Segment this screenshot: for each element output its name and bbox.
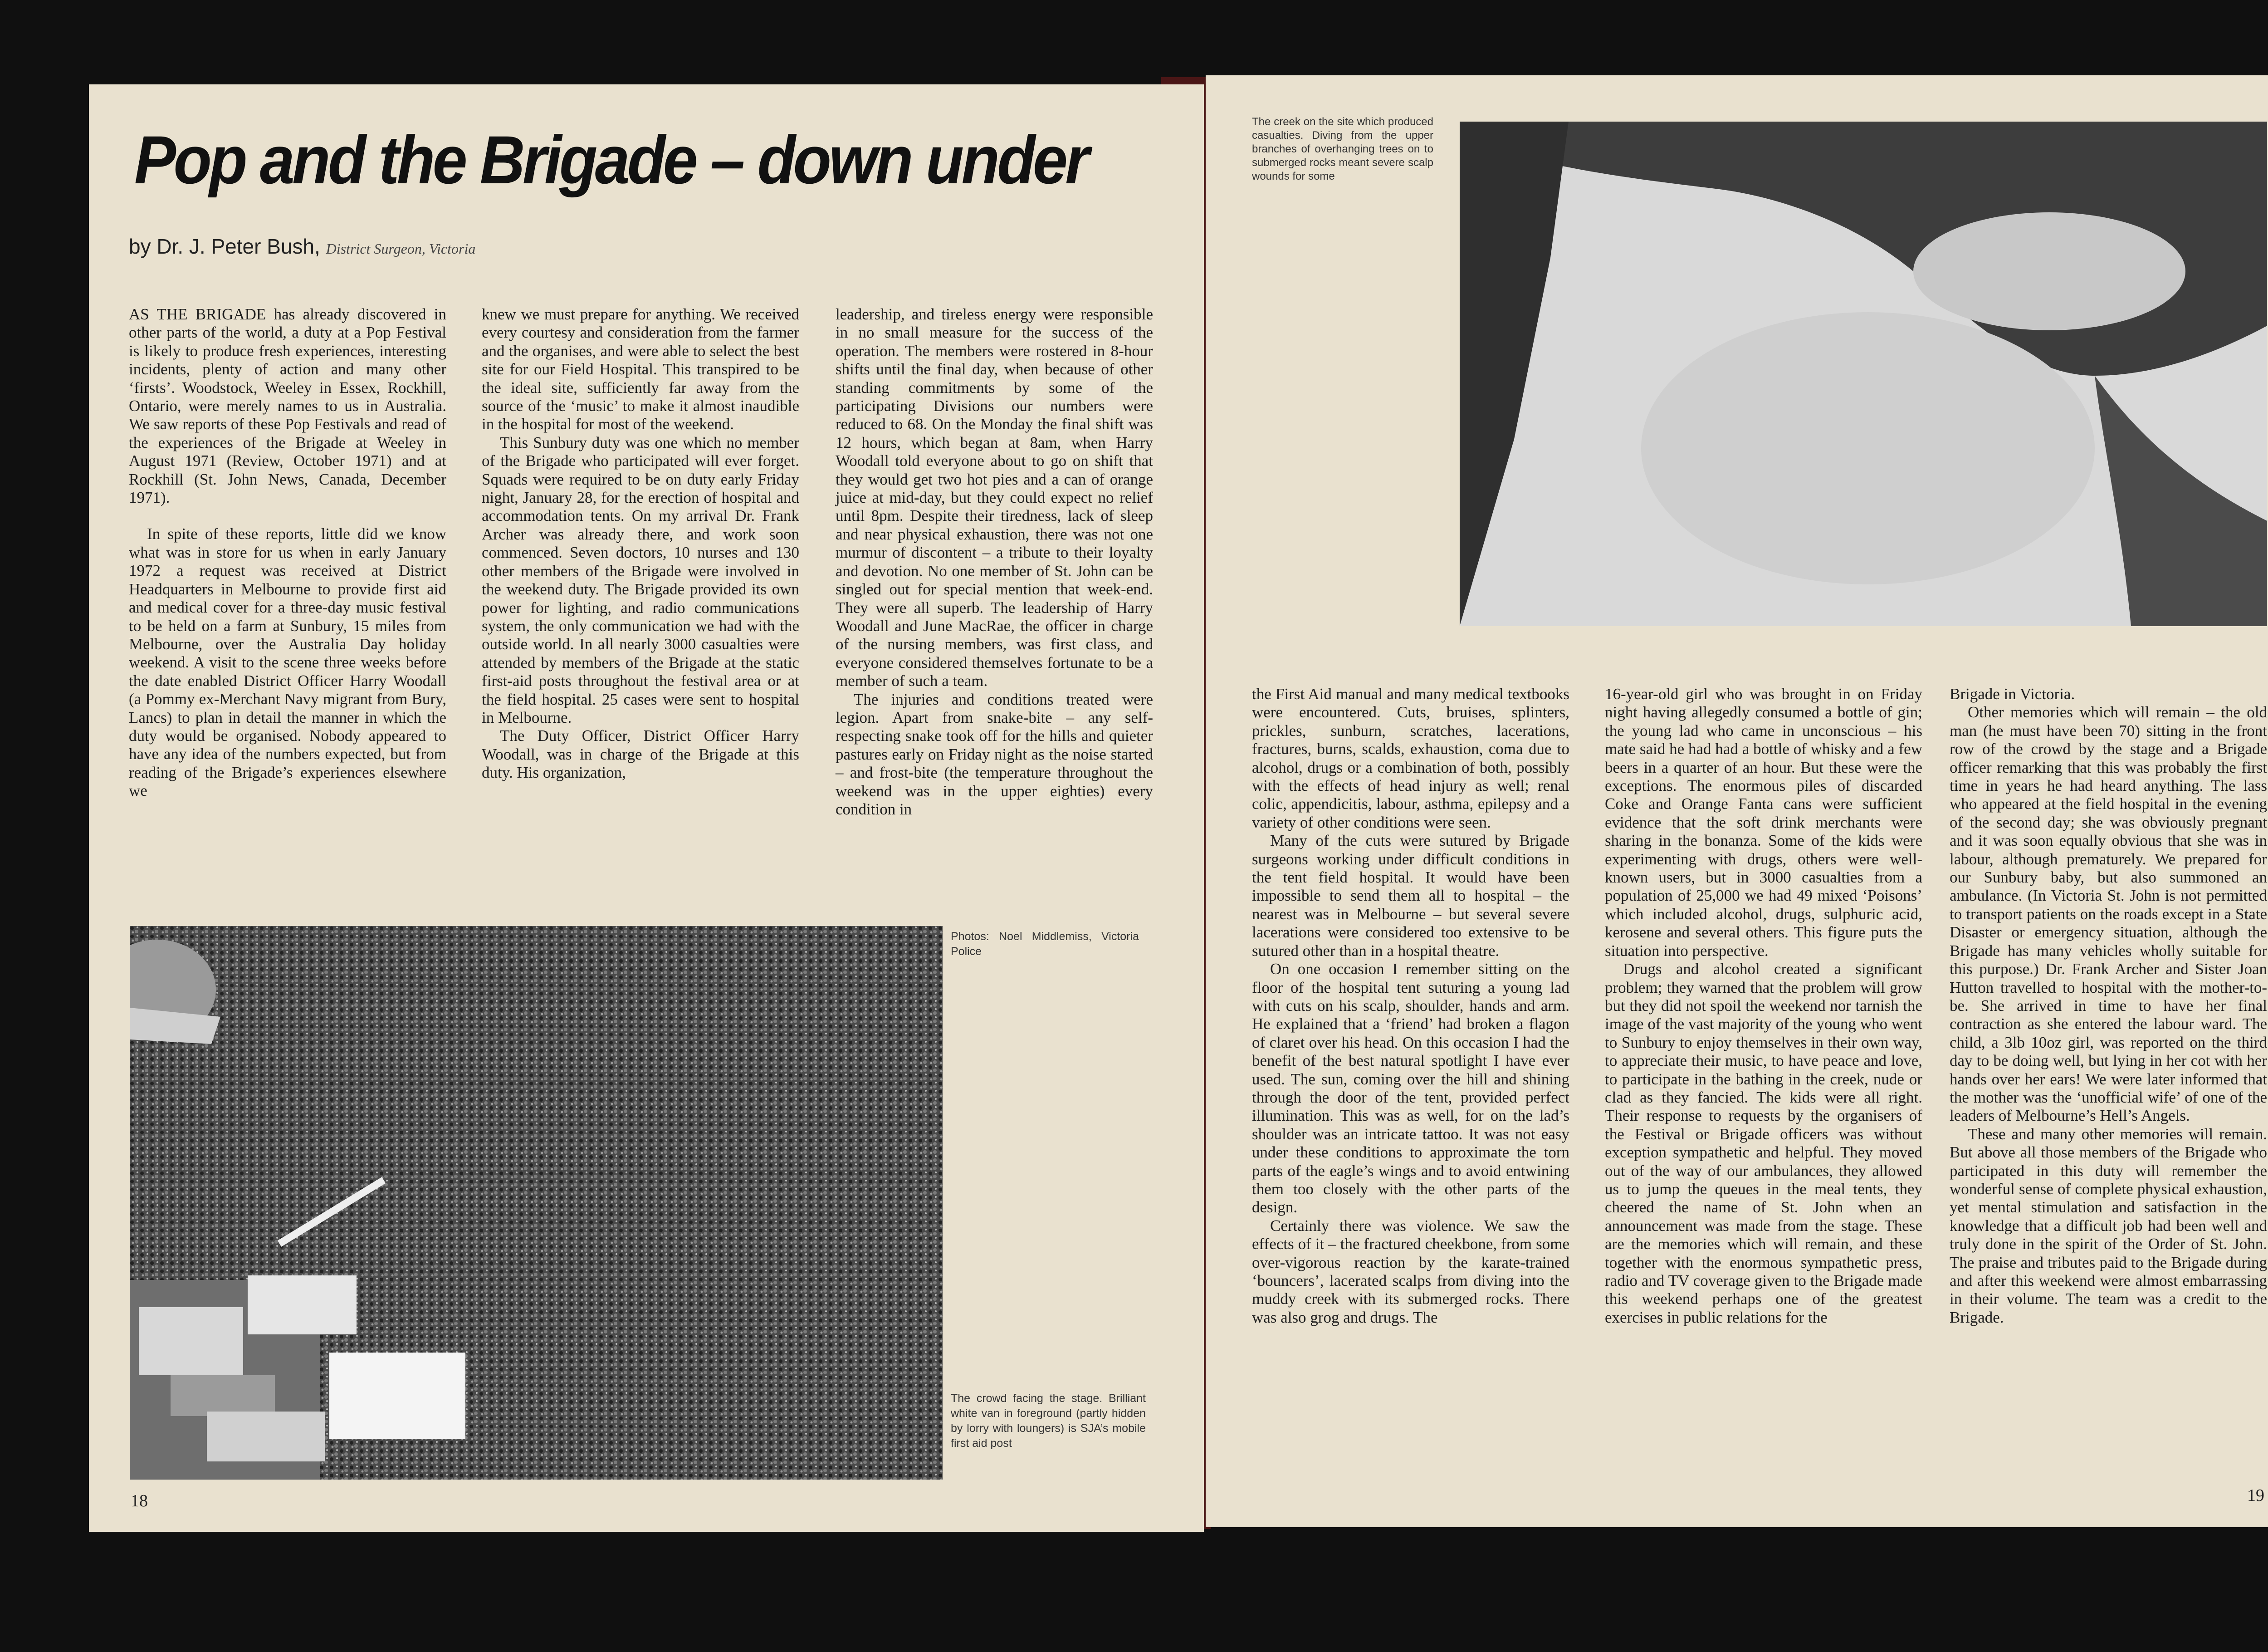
paragraph: Drugs and alcohol created a significant problem; they warned that the problem will grow but they did not spoil the weekend nor tarnish the image of the vast majority of the young who went to Sunbury to enjoy themselves in their own way, to appreciate their music, to have peace and love, to participate in the bathing in the creek, nude or clad as they fancied. The kids were all right. Their response to requests by the organisers of the Festival or Brigade officers was without exception sympathetic and helpful. They moved out of the way of our ambulances, they allowed us to jump the queues in the meal tents, they cheered the name of St. John when an announcement was made from the stage. These are the memories which will remain, and these together with the enormous sympathetic press, radio and TV coverage given to the Brigade made this weekend perhaps one of the greatest exercises in public relations for the: [1605, 960, 1922, 1326]
paragraph: AS THE BRIGADE has already discovered in other parts of the world, a duty at a Pop Festival is likely to produce fresh experiences, interesting incidents, plenty of action and many other ‘firsts’. Woodstock, Weeley in Essex, Rockhill, Ontario, were merely names to us in Australia. We saw reports of these Pop Festivals and read of the experiences of the Brigade at Weeley in August 1971 (Review, October 1971) and at Rockhill (St. John News, Canada, December 1971).: [129, 305, 446, 507]
paragraph: Brigade in Victoria.: [1950, 685, 2075, 703]
left-page: [89, 84, 1204, 1532]
photo-credit: Photos: Noel Middlemiss, Victoria Police: [951, 930, 1139, 958]
page-number: 18: [131, 1491, 148, 1510]
page-number: 19: [2247, 1486, 2264, 1505]
byline-author: by Dr. J. Peter Bush,: [129, 235, 320, 258]
paragraph: On one occasion I remember sitting on the floor of the hospital tent suturing a young lad with cuts on his scalp, shoulder, hands and arm. He explained that a ‘friend’ had broken a flagon of claret over his head. On this occasion I had the benefit of the best natural spotlight I have ever used. The sun, coming over the hill and shining through the door of the tent, provided perfect illumination. This was as well, for on the lad’s shoulder was an intricate tattoo. It was not easy under these conditions to approximate the torn parts of the eagle’s wings and to avoid entwining them too closely with the other parts of the design.: [1252, 960, 1569, 1216]
article-column-1: [129, 305, 446, 800]
paragraph: leadership, and tireless energy were responsible in no small measure for the success of the operation. The members were rostered in 8-hour shifts until the final day, when because of other standing commitments by some of the participating Divisions our numbers were reduced to 68. On the Monday the final shift was 12 hours, which began at 8am, when Harry Woodall told everyone about to go on shift that they would get two hot pies and a can of orange juice at mid-day, but they could expect no relief until 8pm. Despite their tiredness, lack of sleep and near physical exhaustion, there was not one murmur of discontent – a tribute to their loyalty and devotion. No one member of St. John can be singled out for special mention that week-end. They were all superb. The leadership of Harry Woodall and June MacRae, the officer in charge of the nursing members, was first class, and everyone considered themselves fortunate to be a member of such a team.: [836, 305, 1153, 690]
paragraph: In spite of these reports, little did we know what was in store for us when in early January 1972 a request was received at District Headquarters in Melbourne to provide first aid and medical cover for a three-day music festival to be held on a farm at Sunbury, 15 miles from Melbourne, over the Australia Day holiday weekend. A visit to the scene three weeks before the date enabled District Officer Harry Woodall (a Pommy ex-Merchant Navy migrant from Bury, Lancs) to plan in detail the manner in which the duty would be organised. Nobody appeared to have any idea of the numbers expected, but from reading of the Brigade’s experiences elsewhere we: [129, 525, 446, 800]
paragraph: Other memories which will remain – the old man (he must have been 70) sitting in the front row of the crowd by the stage and a Brigade officer remarking that this was probably the first time in years he had heard anything. The lass who appeared at the field hospital in the evening of the second day; she was obviously pregnant and it was soon equally obvious that she was in labour, although prematurely. We prepared for our Sunbury baby, but also summoned an ambulance. (In Victoria St. John is not permitted to transport patients on the roads except in a State Disaster or emergency situation, although the Brigade has many vehicles wholly suitable for this purpose.) Dr. Frank Archer and Sister Joan Hutton travelled to hospital with the mother-to-be. She arrived in time to have her final contraction as she entered the labour ward. The child, a 3lb 10oz girl, was reported on the third day to be doing well, but lying in her cot with her hands over her ears! We were later informed that the mother was the ‘unofficial wife’ of one of the leaders of Melbourne’s Hell’s Angels.: [1950, 703, 2267, 1125]
paragraph: the First Aid manual and many medical textbooks were encountered. Cuts, bruises, splinters, prickles, sunburn, scratches, lacerations, fractures, burns, scalds, exhaustion, coma due to alcohol, drugs or a combination of both, possibly with the effects of head injury as well; renal colic, appendicitis, labour, asthma, epilepsy and a variety of other conditions were seen.: [1252, 685, 1569, 831]
creek-photo-caption: The creek on the site which produced casualties. Diving from the upper branches of overhanging trees on to submerged rocks meant severe scalp wounds for some: [1252, 116, 1433, 182]
byline: [129, 234, 475, 259]
paragraph: The Duty Officer, District Officer Harry Woodall, was in charge of the Brigade at this duty. His organization,: [482, 727, 799, 782]
byline-role: District Surgeon, Victoria: [326, 240, 476, 257]
paragraph: Certainly there was violence. We saw the effects of it – the fractured cheekbone, from some over-vigorous reaction by the karate-trained ‘bouncers’, lacerated scalps from diving into the muddy creek with its submerged rocks. There was also grog and drugs. The: [1252, 1216, 1569, 1326]
paragraph: 16-year-old girl who was brought in on Friday night having allegedly consumed a bottle of gin; the young lad who came in unconscious – his mate said he had had a bottle of whisky and a few beers in a quarter of an hour. But these were the exceptions. The enormous piles of discarded Coke and Orange Fanta cans were sufficient evidence that the soft drink merchants were sharing in the bonanza. Some of the kids were experimenting with drugs, others were well-known users, but in 3000 casualties from a population of 25,000 we had 49 mixed ‘Poisons’ which included alcohol, drugs, sulphuric acid, kerosene and several others. This figure puts the situation into perspective.: [1605, 685, 1922, 960]
creek-photo: [1460, 122, 2267, 626]
paragraph: Many of the cuts were sutured by Brigade surgeons working under difficult conditions in the tent field hospital. It would have been impossible to send them all to hospital – the nearest was in Melbourne – but several severe lacerations were considered too extensive to be sutured other than in a hospital theatre.: [1252, 832, 1569, 960]
article-column-5: [1605, 685, 1922, 1327]
article-headline: Pop and the Brigade – down under: [134, 122, 1087, 198]
paragraph: This Sunbury duty was one which no member of the Brigade who participated will ever forget. Squads were required to be on duty early Friday night, January 28, for the erection of hospital and accommodation tents. On my arrival Dr. Frank Archer was already there, and work soon commenced. Seven doctors, 10 nurses and 130 other members of the Brigade were involved in the weekend duty. The Brigade provided its own power for lighting, and radio communications system, the only communication we had with the outside world. In all nearly 3000 casualties were attended by members of the Brigade at the static first-aid posts throughout the festival area or at the field hospital. 25 cases were sent to hospital in Melbourne.: [482, 433, 799, 726]
article-column-3: [836, 305, 1153, 819]
crowd-photo-caption: The crowd facing the stage. Brilliant white van in foreground (partly hidden by lorry with loungers) is SJA’s mobile first aid post: [951, 1392, 1146, 1450]
paragraph: knew we must prepare for anything. We received every courtesy and consideration from the farmer and the organises, and were able to select the best site for our Field Hospital. This transpired to be the ideal site, sufficiently far away from the source of the ‘music’ to make it almost inaudible in the hospital for most of the weekend.: [482, 305, 799, 433]
right-page: [1206, 75, 2268, 1527]
article-column-6: [1950, 685, 2267, 1327]
paragraph: These and many other memories will remain. But above all those members of the Brigade who participated in this duty will remember the wonderful sense of complete physical exhaustion, yet mental stimulation and satisfaction in the knowledge that a difficult job had been well and truly done in the spirit of the Order of St. John. The praise and tributes paid to the Brigade during and after this weekend were almost embarrassing in their volume. The team was a credit to the Brigade.: [1950, 1125, 2267, 1326]
paragraph: The injuries and conditions treated were legion. Apart from snake-bite – any self-respecting snake took off for the hills and quieter pastures early on Friday night as the noise started – and frost-bite (the temperature throughout the weekend was in the upper eighties) every condition in: [836, 690, 1153, 818]
article-column-4: [1252, 685, 1569, 1327]
article-column-2: [482, 305, 799, 782]
crowd-photo: [130, 926, 943, 1480]
